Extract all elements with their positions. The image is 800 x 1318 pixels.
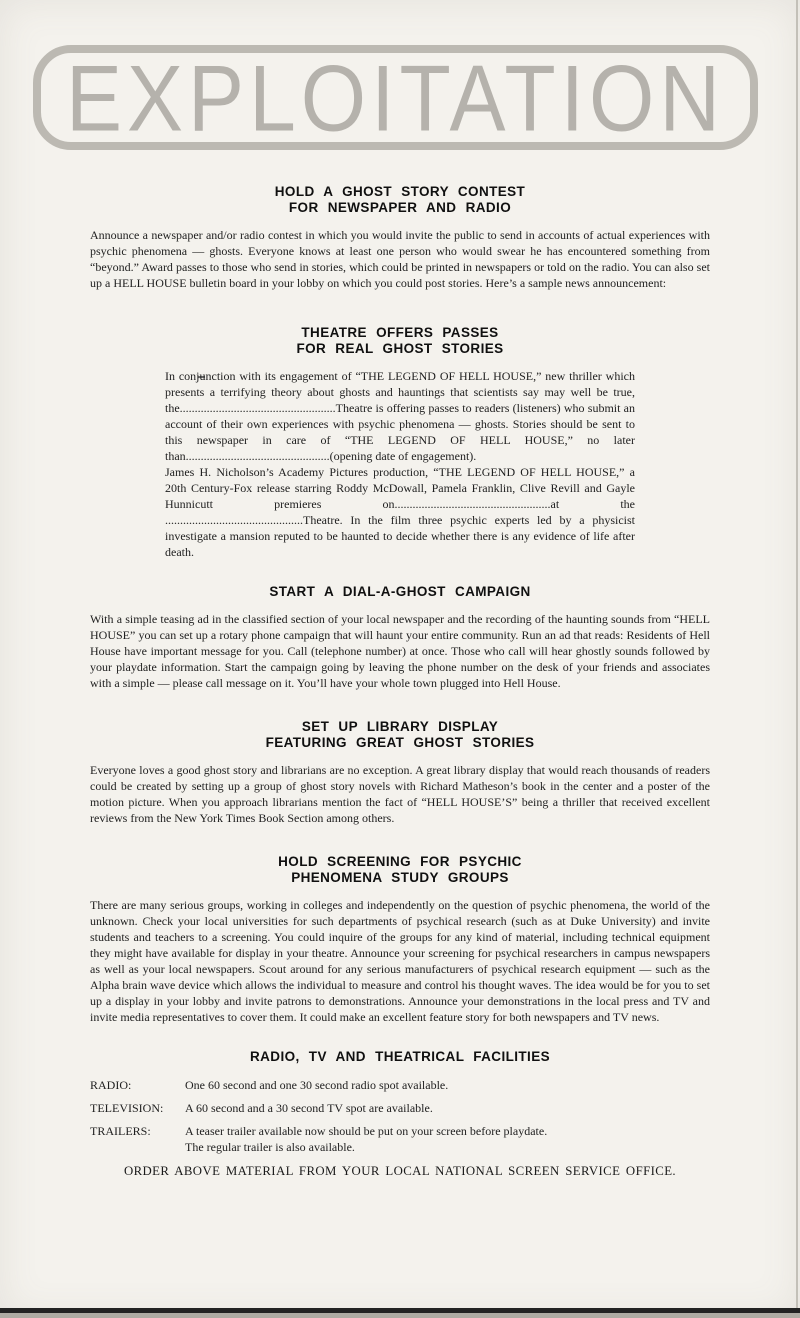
heading-line: PHENOMENA STUDY GROUPS — [291, 870, 509, 885]
section-heading-psychic-screening — [90, 854, 710, 886]
heading-line: RADIO, TV AND THEATRICAL FACILITIES — [250, 1049, 550, 1064]
section-heading-library-display — [90, 719, 710, 751]
section-heading-dial-a-ghost — [90, 584, 710, 600]
section-heading-facilities — [90, 1049, 710, 1065]
heading-line: FEATURING GREAT GHOST STORIES — [265, 735, 535, 750]
facilities-text: A 60 second and a 30 second TV spot are available. — [185, 1101, 433, 1115]
heading-line: THEATRE OFFERS PASSES — [301, 325, 499, 340]
order-material-line: ORDER ABOVE MATERIAL FROM YOUR LOCAL NATIONAL SCREEN SERVICE OFFICE. — [123, 1164, 677, 1178]
facilities-row-television — [90, 1100, 710, 1116]
facilities-label: RADIO: — [90, 1078, 132, 1092]
facilities-text: One 60 second and one 30 second radio spot available. — [185, 1078, 449, 1092]
heading-line: SET UP LIBRARY DISPLAY — [301, 719, 499, 734]
facilities-list — [90, 1077, 710, 1155]
heading-line: FOR NEWSPAPER AND RADIO — [288, 200, 512, 215]
section-body-library-display: Everyone loves a good ghost story and librarians are no exception. A great library display that would reach thousands of readers could be created by setting up a group of ghost story novels with Richard Matheson’s book in the center and a poster of the motion picture. When you approach librarians mention the fact of “HELL HOUSE’S” being a thriller that received excellent reviews from the New York Times Book Section among others. — [90, 763, 710, 825]
page-content — [90, 184, 710, 1180]
facilities-row-radio — [90, 1077, 710, 1093]
exploitation-banner-frame — [33, 45, 758, 150]
sample-announcement-block — [165, 368, 635, 560]
facilities-row-trailers — [90, 1123, 710, 1155]
facilities-text — [185, 1123, 547, 1155]
section-heading-theatre-offers-passes — [90, 325, 710, 357]
section-body-psychic-screening: There are many serious groups, working in colleges and independently on the question of psychic phenomena, the world of the unknown. Check your local universities for such departments of psychical research (such as at Duke University) and invite students and teachers to a screening. You could inquire of the groups for any kind of material, including technical equipment they might have available for display in your theatre. Announce your screening for psychical researchers in campus newspapers as well as your local newspapers. Scout around for any serious manufacturers of psychical research equipment — such as the Alpha brain wave device which allows the individual to measure and control his thought waves. The idea would be for you to set up a display in your lobby and invite patrons to demonstrations. Announce your demonstrations in the local press and TV and invite media representatives to cover them. It could make an excellent feature story for both newspapers and TV news. — [90, 898, 710, 1024]
facilities-text-line-1: A teaser trailer available now should be put on your screen before playdate. — [185, 1124, 548, 1138]
heading-line: HOLD A GHOST STORY CONTEST — [274, 184, 526, 199]
scan-edge-right — [796, 0, 798, 1318]
section-heading-ghost-story-contest — [90, 184, 710, 216]
facilities-label: TRAILERS: — [90, 1124, 151, 1138]
heading-line: FOR REAL GHOST STORIES — [296, 341, 504, 356]
announcement-paragraph-2: James H. Nicholson’s Academy Pictures production, “THE LEGEND OF HELL HOUSE,” a 20th Century-Fox release starring Roddy McDowall, Pamela Franklin, Clive Revill and Gayle Hunnicutt premieres on....................................................at the ..............................................Theatre. In the film three psychic experts led by a physicist investigate a mansion reputed to be haunted to decide whether there is any evidence of life after death. — [165, 465, 635, 559]
scan-edge-bottom-strip — [0, 1313, 800, 1318]
section-body-dial-a-ghost: With a simple teasing ad in the classified section of your local newspaper and the recording of the haunting sounds from “HELL HOUSE” you can set up a rotary phone campaign that will haunt your entire community. Run an ad that reads: Residents of Hell House have important message for you. Call (telephone number) at once. Those who call will hear ghostly sounds followed by your playdate information. Start the campaign going by leaving the phone number on the desk of your friends and associates with a simple — please call message on it. You’ll have your whole town plugged into Hell House. — [90, 612, 710, 690]
heading-line: START A DIAL-A-GHOST CAMPAIGN — [269, 584, 531, 599]
heading-line: HOLD SCREENING FOR PSYCHIC — [278, 854, 522, 869]
announcement-paragraph-1: In conjunction with its engagement of “THE LEGEND OF HELL HOUSE,” new thriller which presents a terrifying theory about ghosts and hauntings that scientists say may well be true, the....................................................Theatre is offering passes to readers (listeners) who submit an account of their own experiences with psychic phenomena — ghosts. Stories should be sent to this newspaper in care of “THE LEGEND OF HELL HOUSE,” no later than................................................(opening date of engagement). — [165, 369, 635, 463]
facilities-label: TELEVISION: — [90, 1101, 164, 1115]
page-title: EXPLOITATION — [66, 44, 725, 151]
section-body-ghost-story-contest: Announce a newspaper and/or radio contest in which you would invite the public to send in accounts of actual experiences with psychic phenomena — ghosts. Everyone knows at least one person who would swear he has encountered something from “beyond.” Award passes to those who send in stories, which could be printed in newspapers or told on the radio. You can also set up a HELL HOUSE bulletin board in your lobby on which you could post stories. Here’s a sample news announcement: — [90, 228, 710, 290]
facilities-text-line-2: The regular trailer is also available. — [185, 1140, 355, 1154]
